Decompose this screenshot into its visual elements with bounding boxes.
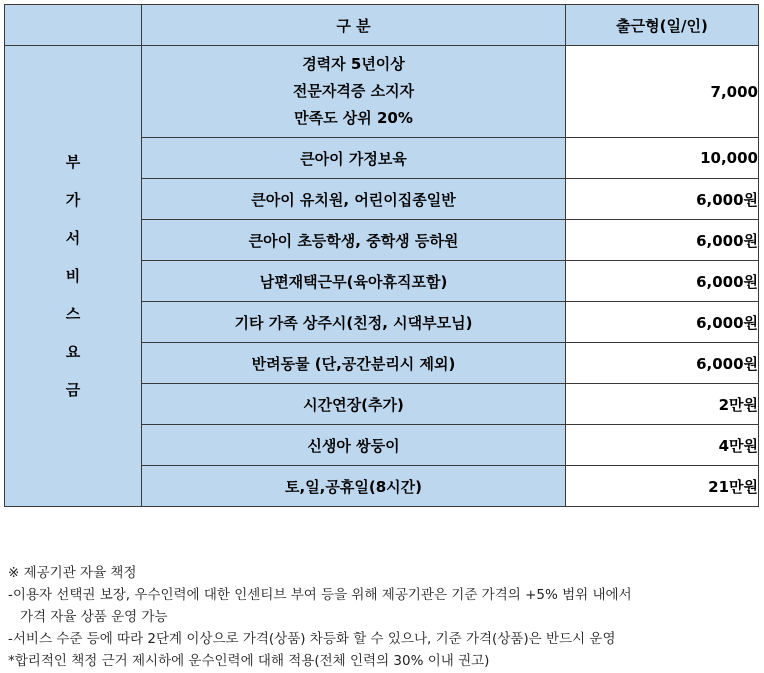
side-label-char: 요 xyxy=(65,343,81,361)
notes-line: *합리적인 책정 근거 제시하에 운수인력에 대해 적용(전체 인력의 30% 이내 권고) xyxy=(8,653,490,669)
row-item: 큰아이 가정보육 xyxy=(142,138,566,179)
row-price: 4만원 xyxy=(566,425,759,466)
notes-line: -이용자 선택권 보장, 우수인력에 대한 인센티브 부여 등을 위해 제공기관은 기준 가격의 +5% 범위 내에서 xyxy=(8,587,632,603)
side-label-char: 금 xyxy=(65,381,81,399)
side-label-char: 비 xyxy=(65,267,81,285)
row-price: 6,000원 xyxy=(566,179,759,220)
pricing-notes xyxy=(8,562,758,672)
row-item: 신생아 쌍둥이 xyxy=(142,425,566,466)
row-item: 남편재택근무(육아휴직포함) xyxy=(142,261,566,302)
row-price: 2만원 xyxy=(566,384,759,425)
row-price: 10,000 xyxy=(566,138,759,179)
row-item-line: 경력자 5년이상 xyxy=(302,55,405,73)
row-price: 7,000 xyxy=(566,46,759,138)
row-item: 기타 가족 상주시(친정, 시댁부모님) xyxy=(142,302,566,343)
row-item: 반려동물 (단,공간분리시 제외) xyxy=(142,343,566,384)
row-item: 토,일,공휴일(8시간) xyxy=(142,466,566,507)
row-price: 6,000원 xyxy=(566,261,759,302)
notes-line-continued: 가격 자율 상품 운영 가능 xyxy=(20,609,168,625)
row-price: 6,000원 xyxy=(566,220,759,261)
row-price: 21만원 xyxy=(566,466,759,507)
row-item-line: 만족도 상위 20% xyxy=(294,109,413,127)
side-label-char: 서 xyxy=(65,229,81,247)
notes-line: -서비스 수준 등에 따라 2단계 이상으로 가격(상품) 차등화 할 수 있으나, 기준 가격(상품)은 반드시 운영 xyxy=(8,631,616,647)
header-category: 구 분 xyxy=(142,5,566,46)
row-price: 6,000원 xyxy=(566,302,759,343)
side-label-char: 부 xyxy=(65,153,81,171)
additional-service-fee-table xyxy=(4,4,759,507)
header-price: 출근형(일/인) xyxy=(566,5,759,46)
side-label-char: 가 xyxy=(65,191,81,209)
row-item: 큰아이 유치원, 어린이집종일반 xyxy=(142,179,566,220)
row-item: 큰아이 초등학생, 중학생 등하원 xyxy=(142,220,566,261)
row-price: 6,000원 xyxy=(566,343,759,384)
row-item-line: 전문자격증 소지자 xyxy=(292,82,415,100)
row-item: 시간연장(추가) xyxy=(142,384,566,425)
notes-title: ※ 제공기관 자율 책정 xyxy=(8,565,137,581)
row-item xyxy=(142,46,566,138)
side-label-additional-service-fee xyxy=(5,46,142,507)
side-label-char: 스 xyxy=(65,305,81,323)
header-corner xyxy=(5,5,142,46)
table-row xyxy=(5,46,759,138)
